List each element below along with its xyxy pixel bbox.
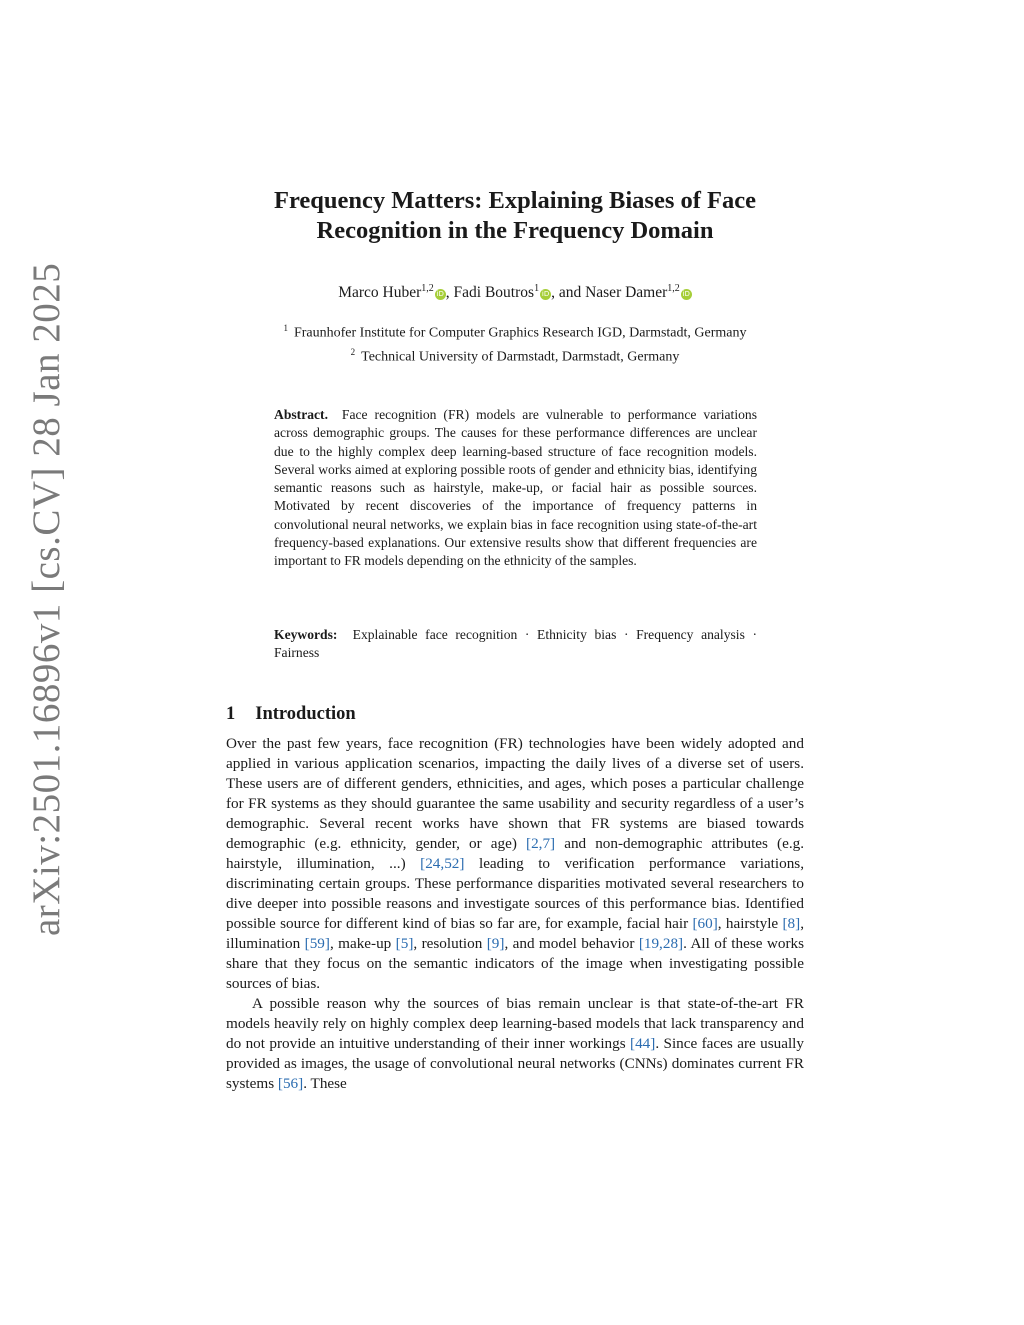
orcid-icon[interactable]: iD [682, 290, 690, 299]
orcid-icon[interactable]: iD [541, 290, 550, 299]
citation-link[interactable]: [19,28] [638, 935, 684, 952]
citation-link[interactable]: [9] [486, 935, 505, 952]
title-line-2: Recognition in the Frequency Domain [316, 217, 714, 244]
citation-link[interactable]: [2,7] [526, 835, 556, 852]
author-affiliation-mark: 1,2 [667, 283, 680, 294]
author-name: Fadi Boutros [453, 284, 535, 302]
citation-link[interactable]: [24,52] [420, 855, 465, 872]
affiliation-1: $^1$ Fraunhofer Institute for Computer Graphics Research IGD, Darmstadt, Germany [283, 323, 747, 341]
paragraph: Over the past few years, face recognition (FR) technologies have been widely adopted and applied in various application scenarios, impacting the daily lives of a diverse set of users. These users are of different genders, ethnicities, and ages, which poses a particular challenge for FR systems as they should guarantee the same usability and security regardless of a user’s demographic. Several recent works have shown that FR systems are biased towards demographic (e.g. ethnicity, gender, or age) [2,7] and non-demographic attributes (e.g. hairstyle, illumination, ...) [24,52] leading to verification performance variations, discriminating certain groups. These performance disparities motivated several researchers to dive deeper into possible reasons and investigate sources of this performance bias. Identified possible source for different kind of bias so far are, for example, facial hair [60], hairstyle [8], illumination [59], make-up [5], resolution [9], and model behavior [19,28]. All of these works share that they focus on the semantic indicators of the image when investigating possible sources of bias. [226, 735, 805, 992]
author-name: Naser Damer [585, 284, 668, 302]
author-name: Marco Huber [338, 284, 422, 302]
author-list [160, 283, 870, 302]
citation-link[interactable]: [59] [304, 935, 330, 952]
section-number: 1 [226, 704, 236, 724]
keywords [274, 626, 757, 663]
keywords-label: Keywords: [274, 627, 338, 642]
affiliations [160, 319, 870, 366]
paper-title [160, 186, 870, 246]
author-affiliation-mark: 1 [534, 283, 540, 294]
section-heading [226, 704, 356, 725]
author-affiliation-mark: 1,2 [421, 283, 434, 294]
citation-link[interactable]: [56] [277, 1075, 304, 1092]
affiliation-2: $^2$ Technical University of Darmstadt, Darmstadt, Germany [350, 346, 680, 365]
citation-link[interactable]: [8] [782, 915, 801, 932]
arxiv-identifier: arXiv:2501.16896v1 [cs.CV] 28 Jan 2025 [25, 262, 68, 936]
citation-link[interactable]: [44] [630, 1035, 656, 1052]
paragraph: A possible reason why the sources of bias remain unclear is that state-of-the-art FR models heavily rely on highly complex deep learning-based models that lack transparency and do not provide an intuitive understanding of their inner workings [44]. Since faces are usually provided as images, the usage of convolutional neural networks (CNNs) dominates current FR systems [56]. These [226, 995, 804, 1092]
citation-link[interactable]: [60] [692, 915, 718, 932]
keywords-text: Explainable face recognition · Ethnicity bias · Frequency analysis · Fairness [274, 627, 757, 661]
abstract-label: Abstract. [274, 407, 328, 422]
author-separator: , [445, 284, 454, 302]
author-separator: , and [551, 284, 586, 302]
title-line-1: Frequency Matters: Explaining Biases of Face [273, 187, 756, 214]
abstract-text: Face recognition (FR) models are vulnerable to performance variations across demographic groups. The causes for these performance differences are unclear due to the highly complex deep learning-based structure of face recognition models. Several works aimed at exploring possible roots of gender and ethnicity bias, identifying semantic reasons such as hairstyle, make-up, or facial hair as possible sources. Motivated by recent discoveries of the importance of frequency patterns in convolutional neural networks, we explain bias in face recognition using state-of-the-art frequency-based explanations. Our extensive results show that different frequencies are important to FR models depending on the ethnicity of the samples. [274, 407, 757, 569]
body-text [226, 734, 804, 1094]
section-title: Introduction [255, 704, 356, 724]
abstract [274, 406, 757, 571]
orcid-icon[interactable]: iD [436, 290, 444, 299]
citation-link[interactable]: [5] [395, 935, 414, 952]
